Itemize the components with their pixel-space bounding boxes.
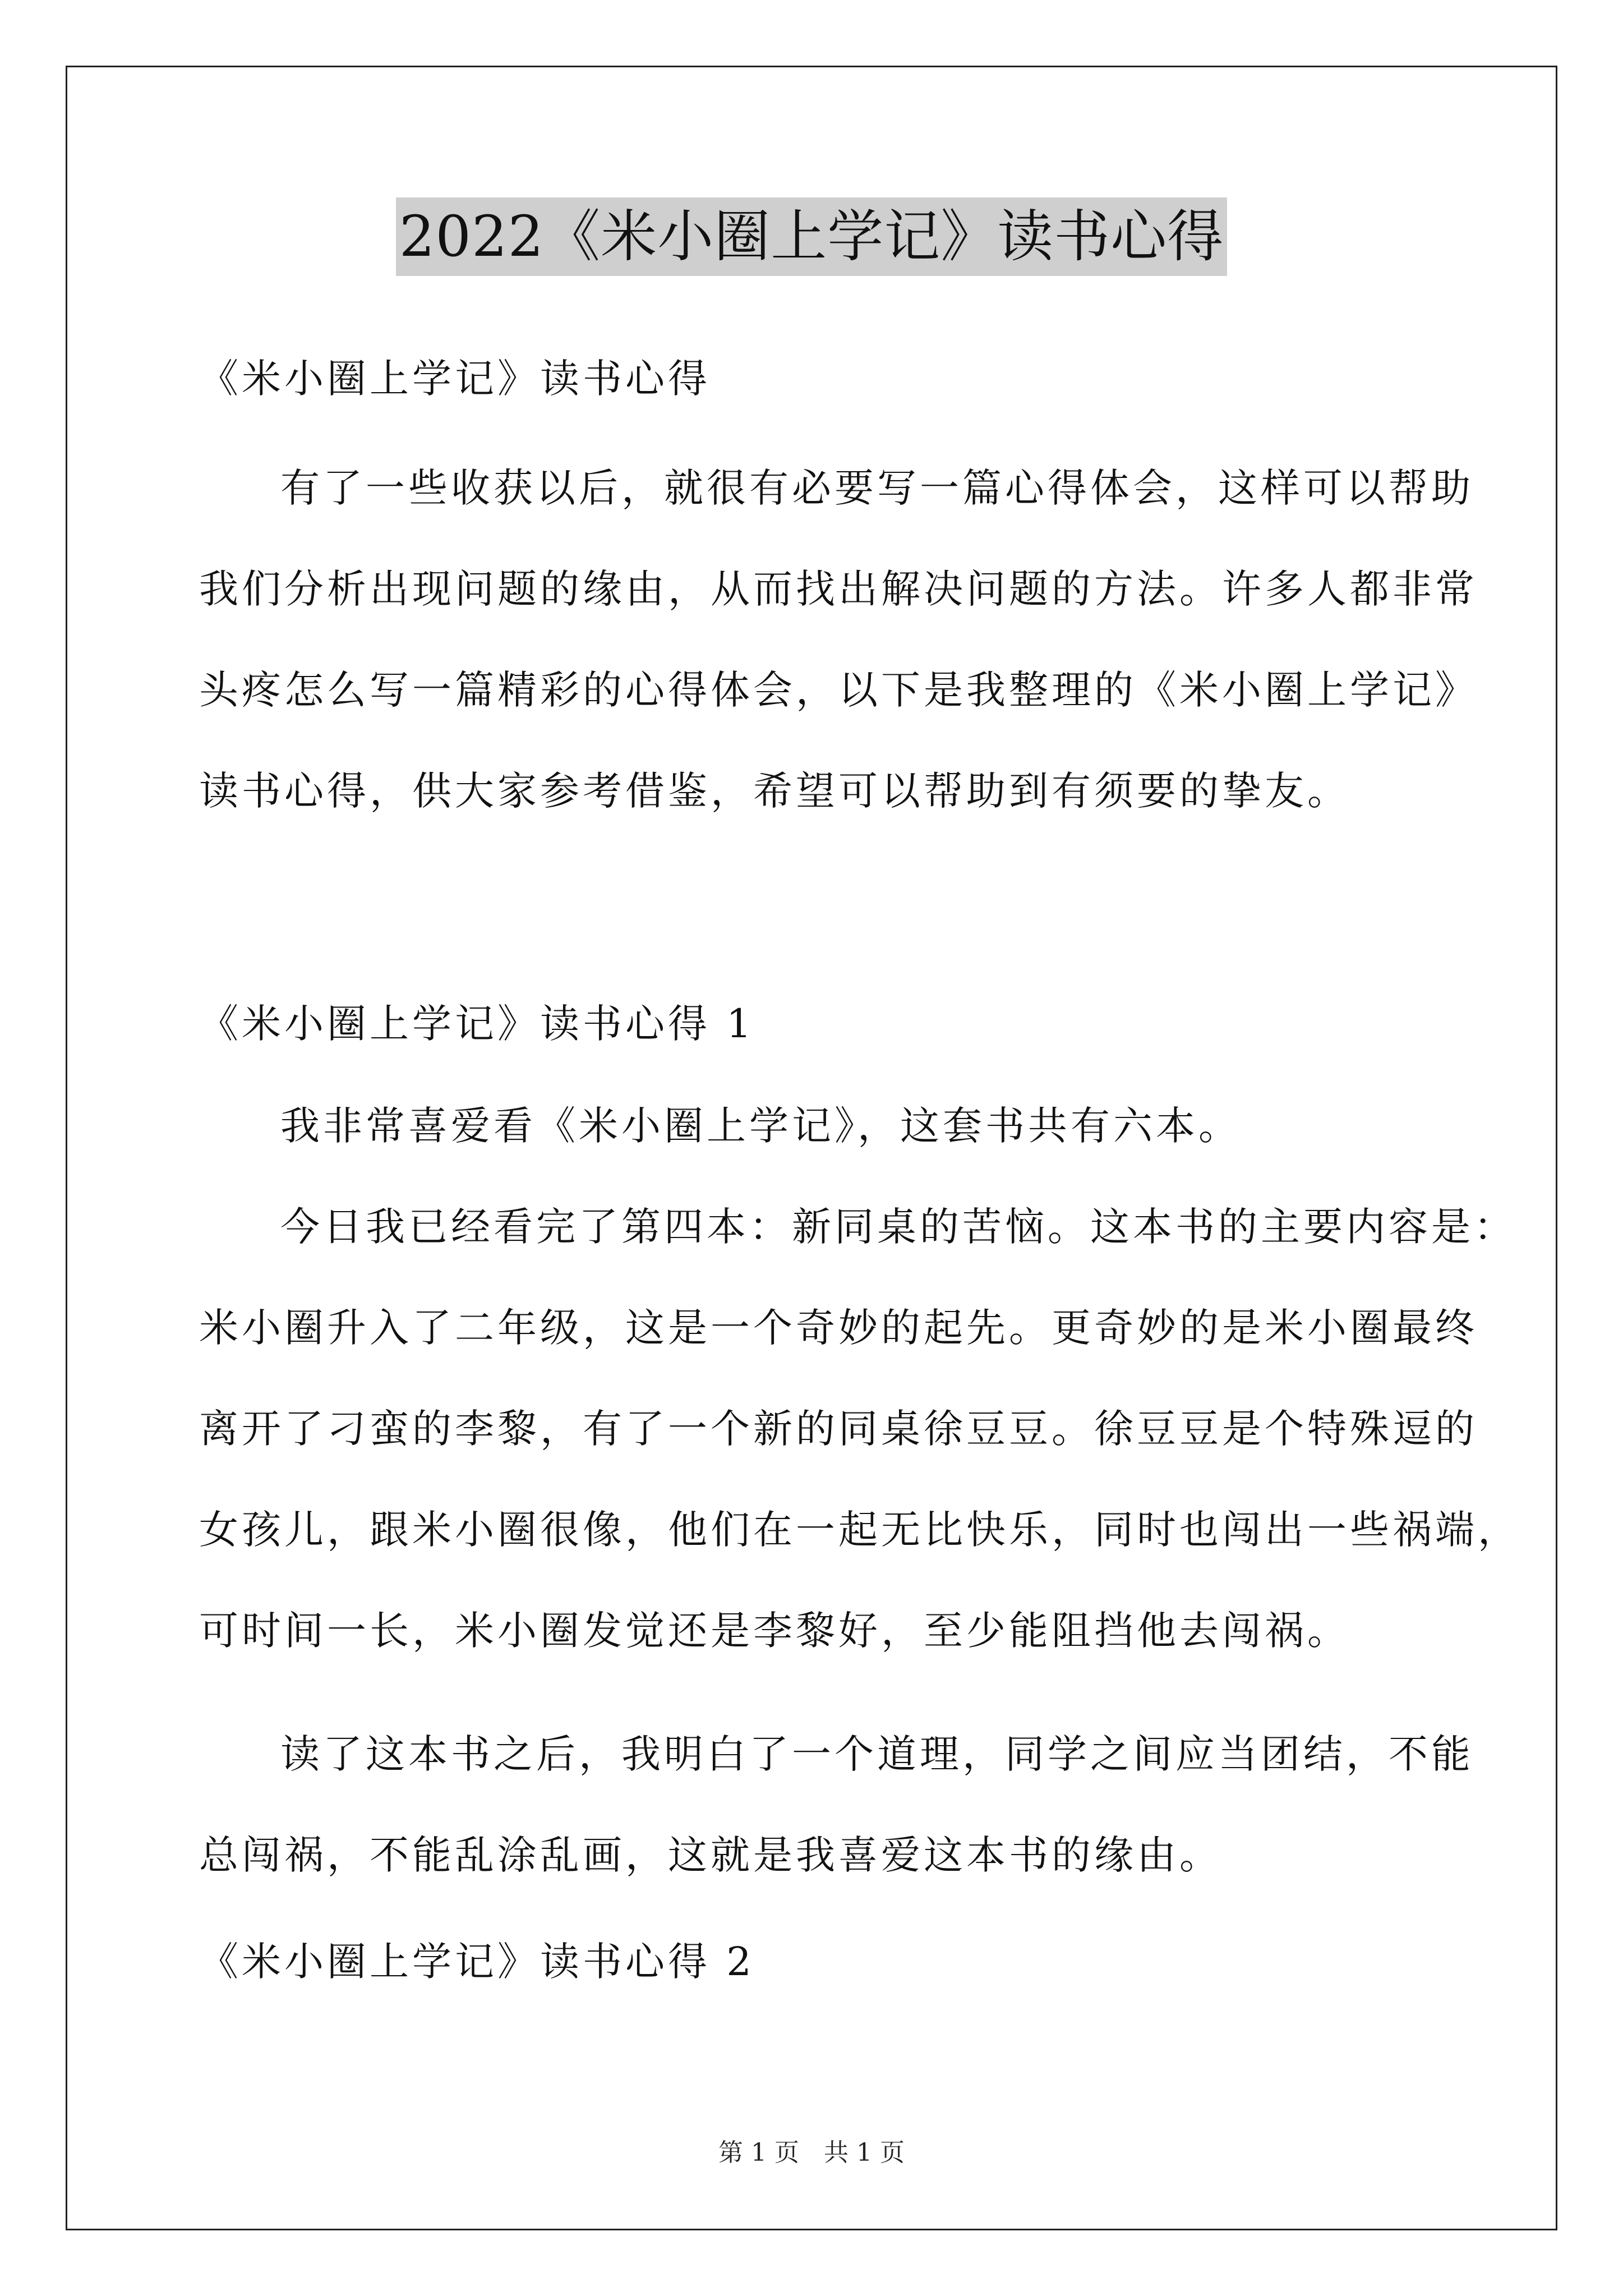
intro-line-1: 有了一些收获以后，就很有必要写一篇心得体会，这样可以帮助 — [280, 465, 1474, 511]
section1-heading: 《米小圈上学记》读书心得 1 — [199, 1001, 755, 1047]
section1-line-6: 可时间一长，米小圈发觉还是李黎好，至少能阻挡他去闯祸。 — [199, 1608, 1350, 1654]
intro-heading: 《米小圈上学记》读书心得 — [199, 356, 711, 402]
title-container — [0, 197, 1623, 276]
section1-line-5: 女孩儿，跟米小圈很像，他们在一起无比快乐，同时也闯出一些祸端， — [199, 1507, 1520, 1553]
intro-line-3: 头疼怎么写一篇精彩的心得体会，以下是我整理的《米小圈上学记》 — [199, 667, 1478, 713]
section1-line-2: 今日我已经看完了第四本：新同桌的苦恼。这本书的主要内容是： — [280, 1204, 1516, 1250]
section2-heading: 《米小圈上学记》读书心得 2 — [199, 1939, 755, 1985]
section1-line-8: 总闯祸，不能乱涂乱画，这就是我喜爱这本书的缘由。 — [199, 1832, 1222, 1878]
section1-line-1: 我非常喜爱看《米小圈上学记》，这套书共有六本。 — [280, 1103, 1241, 1149]
section1-line-4: 离开了刁蛮的李黎，有了一个新的同桌徐豆豆。徐豆豆是个特殊逗的 — [199, 1406, 1478, 1452]
page-footer: 第 1 页 共 1 页 — [718, 2138, 905, 2167]
section1-line-7: 读了这本书之后，我明白了一个道理，同学之间应当团结，不能 — [280, 1731, 1474, 1777]
section1-line-3: 米小圈升入了二年级，这是一个奇妙的起先。更奇妙的是米小圈最终 — [199, 1305, 1478, 1351]
document-title: 2022《米小圈上学记》读书心得 — [396, 197, 1228, 276]
intro-line-2: 我们分析出现问题的缘由，从而找出解决问题的方法。许多人都非常 — [199, 566, 1478, 612]
intro-line-4: 读书心得，供大家参考借鉴，希望可以帮助到有须要的挚友。 — [199, 768, 1350, 814]
